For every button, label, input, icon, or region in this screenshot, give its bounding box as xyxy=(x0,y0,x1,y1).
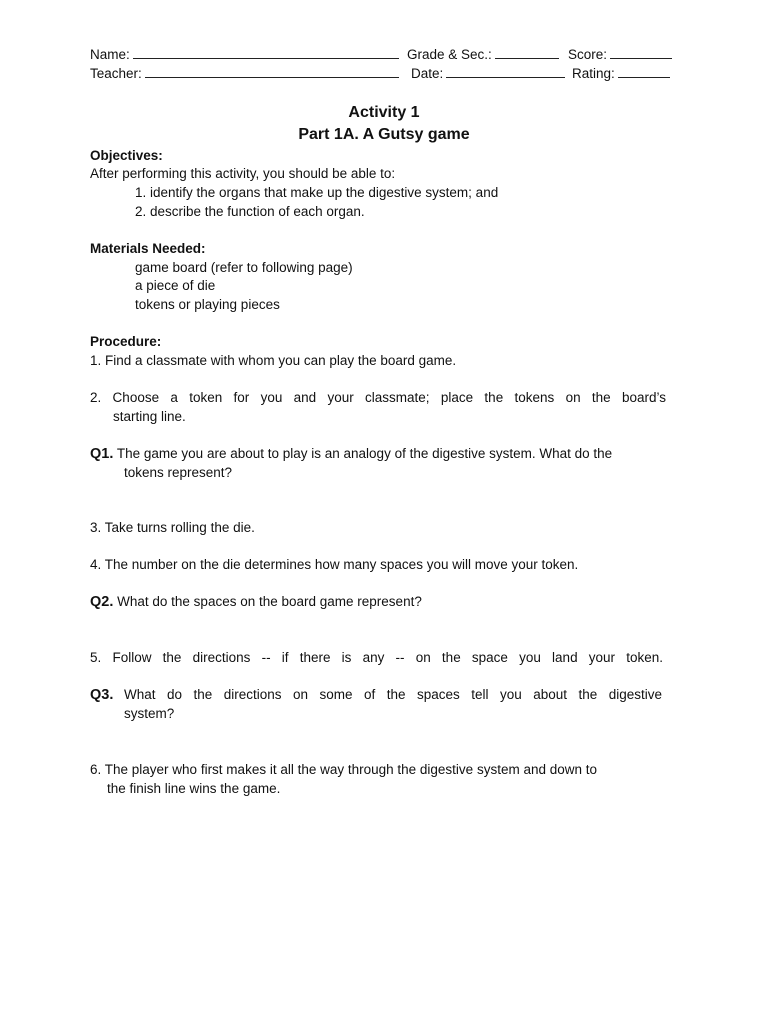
material-item: game board (refer to following page) xyxy=(135,260,353,275)
procedure-step-5: 5. Follow the directions -- if there is any -- on the space you land your token. xyxy=(90,650,663,665)
rating-field[interactable] xyxy=(572,65,670,84)
teacher-field[interactable] xyxy=(90,65,399,84)
teacher-blank[interactable] xyxy=(145,65,399,78)
grade-blank[interactable] xyxy=(495,46,559,59)
procedure-step-6-line2: the finish line wins the game. xyxy=(107,781,281,796)
objectives-intro: After performing this activity, you should be able to: xyxy=(90,166,396,181)
q3-text-line1: What do the directions on some of the spaces tell you about the digestive xyxy=(124,687,662,702)
procedure-step-6-line1: 6. The player who first makes it all the way through the digestive system and down to xyxy=(90,762,598,777)
q1-text: The game you are about to play is an analogy of the digestive system. What do the xyxy=(116,446,613,461)
q3-text-line2: system? xyxy=(124,706,175,721)
question-q2 xyxy=(90,593,422,612)
material-item: tokens or playing pieces xyxy=(135,297,280,312)
teacher-label: Teacher: xyxy=(90,66,142,81)
rating-label: Rating: xyxy=(572,66,615,81)
materials-heading: Materials Needed: xyxy=(90,241,206,256)
score-blank[interactable] xyxy=(610,46,672,59)
procedure-step-2-line2: starting line. xyxy=(113,409,186,424)
activity-title: Activity 1 xyxy=(348,104,420,121)
objectives-heading: Objectives: xyxy=(90,148,163,163)
grade-field[interactable] xyxy=(407,46,559,65)
q1-text-line2: tokens represent? xyxy=(124,465,233,480)
date-blank[interactable] xyxy=(446,65,565,78)
q1-label: Q1. xyxy=(90,446,114,462)
score-label: Score: xyxy=(568,47,608,62)
procedure-step-4: 4. The number on the die determines how many spaces you will move your token. xyxy=(90,557,579,572)
score-field[interactable] xyxy=(568,46,672,65)
rating-blank[interactable] xyxy=(618,65,670,78)
procedure-step-3: 3. Take turns rolling the die. xyxy=(90,520,255,535)
material-item: a piece of die xyxy=(135,278,216,293)
part-title: Part 1A. A Gutsy game xyxy=(298,126,470,143)
name-blank[interactable] xyxy=(133,46,399,59)
procedure-step-1: 1. Find a classmate with whom you can play the board game. xyxy=(90,353,457,368)
date-field[interactable] xyxy=(411,65,565,84)
q2-label: Q2. xyxy=(90,594,114,610)
objective-item: 2. describe the function of each organ. xyxy=(135,204,365,219)
name-label: Name: xyxy=(90,47,130,62)
name-field[interactable] xyxy=(90,46,399,65)
grade-label: Grade & Sec.: xyxy=(407,47,492,62)
date-label: Date: xyxy=(411,66,444,81)
question-q1 xyxy=(90,445,612,464)
procedure-heading: Procedure: xyxy=(90,334,162,349)
procedure-step-2-line1: 2. Choose a token for you and your classmate; place the tokens on the board’s xyxy=(90,390,666,405)
q3-label: Q3. xyxy=(90,687,114,703)
objective-item: 1. identify the organs that make up the digestive system; and xyxy=(135,185,499,200)
q2-text: What do the spaces on the board game represent? xyxy=(117,594,422,609)
